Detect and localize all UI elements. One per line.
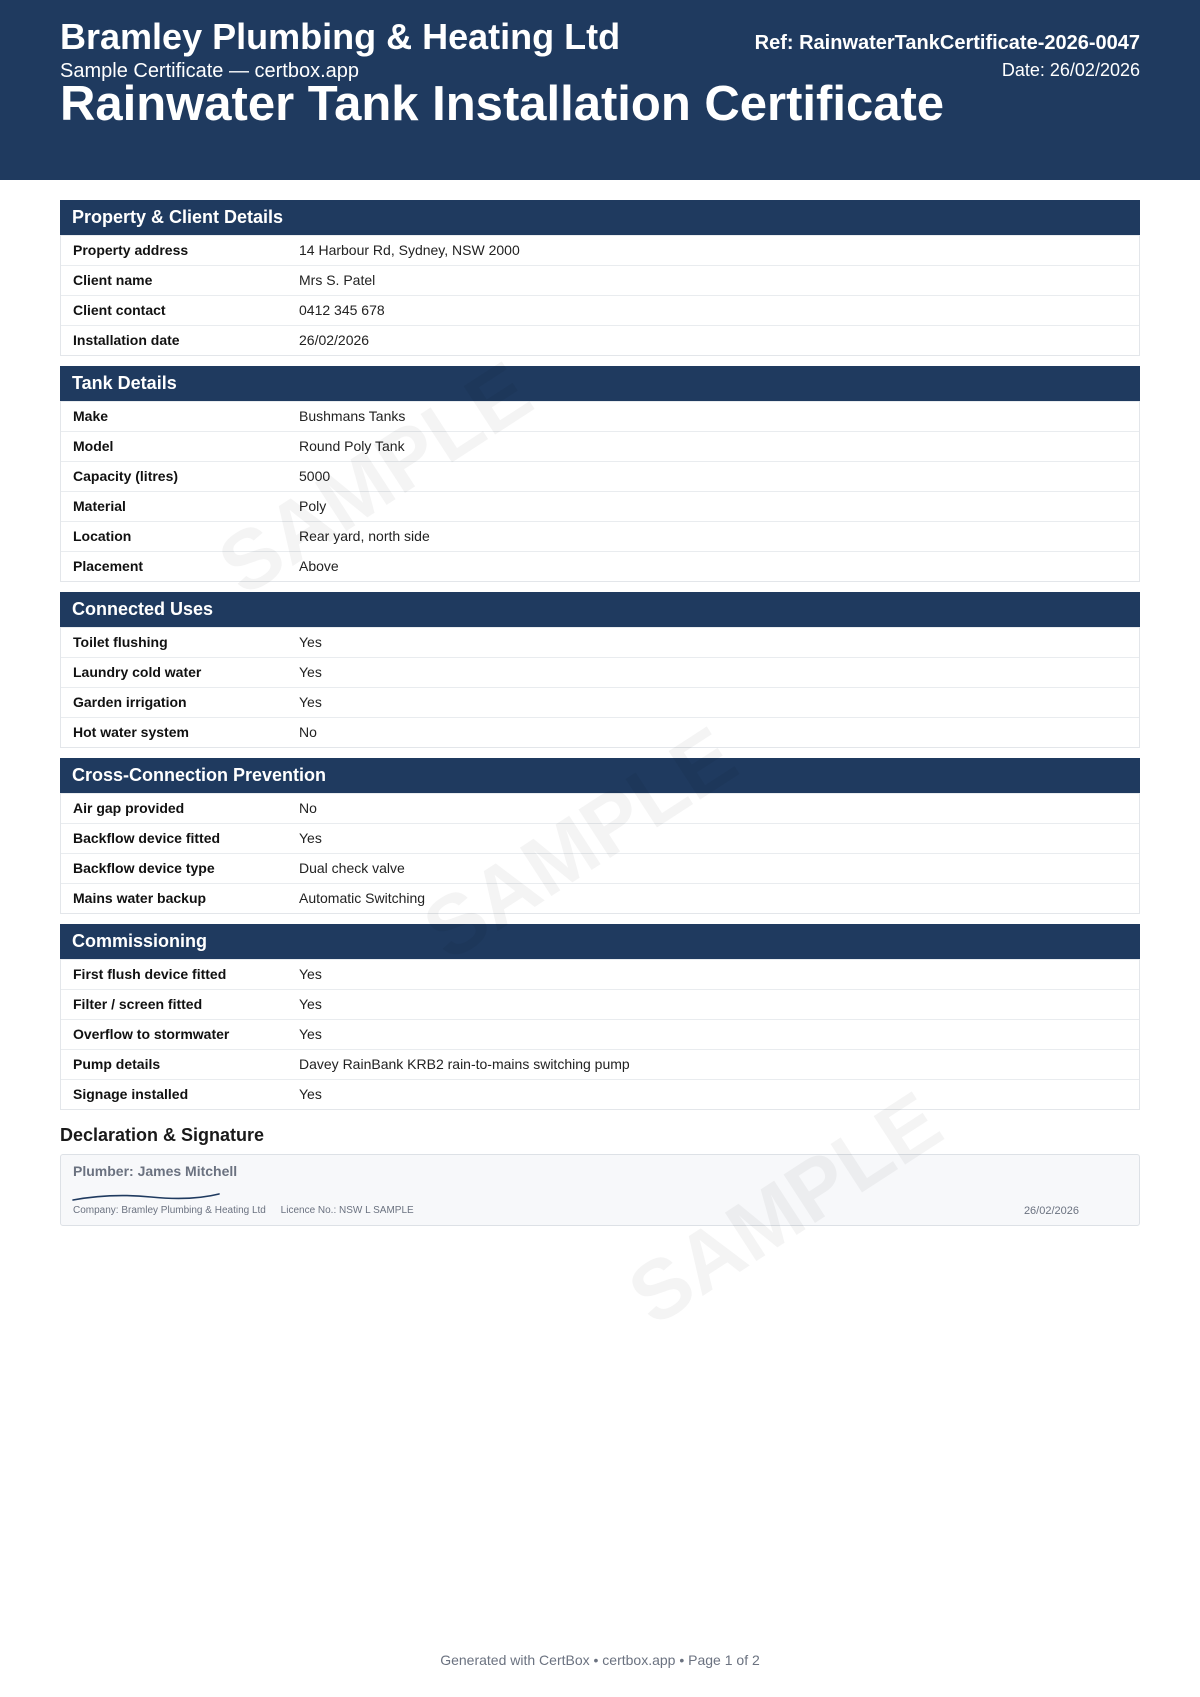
- field-value: 14 Harbour Rd, Sydney, NSW 2000: [299, 242, 520, 258]
- table-row: [61, 461, 1139, 491]
- field-value: No: [299, 800, 317, 816]
- section-title: Tank Details: [60, 366, 1140, 401]
- field-label: Material: [73, 498, 126, 514]
- table-row: [61, 1019, 1139, 1049]
- section-title: Property & Client Details: [60, 200, 1140, 235]
- field-label: Property address: [73, 242, 189, 258]
- field-label: Mains water backup: [73, 890, 207, 906]
- field-value: 0412 345 678: [299, 302, 385, 318]
- field-value: Dual check valve: [299, 860, 405, 876]
- field-label: Installation date: [73, 332, 180, 348]
- table-row: [61, 551, 1139, 581]
- field-label: Toilet flushing: [73, 634, 168, 650]
- table-row: [61, 793, 1139, 823]
- table-row: [61, 431, 1139, 461]
- table-row: [61, 1079, 1139, 1109]
- section-title: Cross-Connection Prevention: [60, 758, 1140, 793]
- field-label: Overflow to stormwater: [73, 1026, 230, 1042]
- certificate-header: [0, 0, 1200, 180]
- certificate-date: Date: 26/02/2026: [1001, 60, 1140, 80]
- field-label: Capacity (litres): [73, 468, 179, 484]
- table-row: [61, 883, 1139, 913]
- certificate-body: [60, 200, 1140, 1226]
- table-row: [61, 687, 1139, 717]
- table-row: [61, 401, 1139, 431]
- declaration-date: 26/02/2026: [1023, 1205, 1079, 1217]
- field-value: Yes: [299, 634, 322, 650]
- section-title: Connected Uses: [60, 592, 1140, 627]
- table-row: [61, 823, 1139, 853]
- table-row: [61, 265, 1139, 295]
- plumber-name: Plumber: James Mitchell: [73, 1163, 238, 1179]
- table-row: [61, 989, 1139, 1019]
- field-value: 26/02/2026: [299, 332, 370, 348]
- table-row: [61, 627, 1139, 657]
- field-value: Yes: [299, 694, 322, 710]
- field-value: Round Poly Tank: [299, 438, 405, 454]
- section-title: Commissioning: [60, 924, 1140, 959]
- field-label: Hot water system: [73, 724, 189, 740]
- field-value: Rear yard, north side: [299, 528, 430, 544]
- table-row: [61, 491, 1139, 521]
- field-value: Yes: [299, 966, 322, 982]
- table-row: [61, 853, 1139, 883]
- field-value: Yes: [299, 830, 322, 846]
- field-label: Laundry cold water: [73, 664, 202, 680]
- certificate-title: Rainwater Tank Installation Certificate: [60, 77, 945, 131]
- field-value: Above: [299, 558, 339, 574]
- sample-subtitle: Sample Certificate — certbox.app: [60, 60, 360, 82]
- page-footer: Generated with CertBox • certbox.app • Page 1 of 2: [440, 1652, 760, 1668]
- table-row: [61, 657, 1139, 687]
- table-row: [61, 295, 1139, 325]
- field-label: Location: [73, 528, 132, 544]
- declaration-title: Declaration & Signature: [60, 1125, 265, 1145]
- declaration-box: [60, 1154, 1140, 1226]
- table-row: [61, 717, 1139, 747]
- section: [60, 200, 1140, 356]
- section: [60, 758, 1140, 914]
- field-value: Yes: [299, 664, 322, 680]
- field-label: Client name: [73, 272, 153, 288]
- signature-stroke-icon: [71, 1191, 221, 1203]
- field-label: Pump details: [73, 1056, 161, 1072]
- table-row: [61, 521, 1139, 551]
- field-label: Model: [73, 438, 114, 454]
- declaration-company: Company: Bramley Plumbing & Heating Ltd: [73, 1205, 266, 1216]
- field-value: Yes: [299, 1026, 322, 1042]
- section: [60, 924, 1140, 1110]
- section: [60, 592, 1140, 748]
- field-label: Client contact: [73, 302, 166, 318]
- field-value: Yes: [299, 996, 322, 1012]
- field-label: Backflow device type: [73, 860, 215, 876]
- table-row: [61, 325, 1139, 355]
- table-row: [61, 1049, 1139, 1079]
- table-row: [61, 235, 1139, 265]
- field-label: Signage installed: [73, 1086, 189, 1102]
- company-name: Bramley Plumbing & Heating Ltd: [60, 16, 621, 57]
- field-value: Mrs S. Patel: [299, 272, 376, 288]
- field-label: Placement: [73, 558, 144, 574]
- field-label: First flush device fitted: [73, 966, 227, 982]
- field-label: Backflow device fitted: [73, 830, 221, 846]
- field-value: Bushmans Tanks: [299, 408, 406, 424]
- field-label: Make: [73, 408, 109, 424]
- field-value: Yes: [299, 1086, 322, 1102]
- declaration-meta: [73, 1205, 414, 1216]
- table-row: [61, 959, 1139, 989]
- field-label: Filter / screen fitted: [73, 996, 203, 1012]
- field-value: 5000: [299, 468, 331, 484]
- field-value: Davey RainBank KRB2 rain-to-mains switching pump: [299, 1056, 630, 1072]
- declaration-licence: Licence No.: NSW L SAMPLE: [280, 1205, 414, 1216]
- section: [60, 366, 1140, 582]
- reference-number: Ref: RainwaterTankCertificate-2026-0047: [754, 32, 1140, 54]
- field-value: Poly: [299, 498, 327, 514]
- field-label: Air gap provided: [73, 800, 185, 816]
- sections-container: [60, 200, 1140, 1110]
- field-value: Automatic Switching: [299, 890, 426, 906]
- field-label: Garden irrigation: [73, 694, 187, 710]
- field-value: No: [299, 724, 317, 740]
